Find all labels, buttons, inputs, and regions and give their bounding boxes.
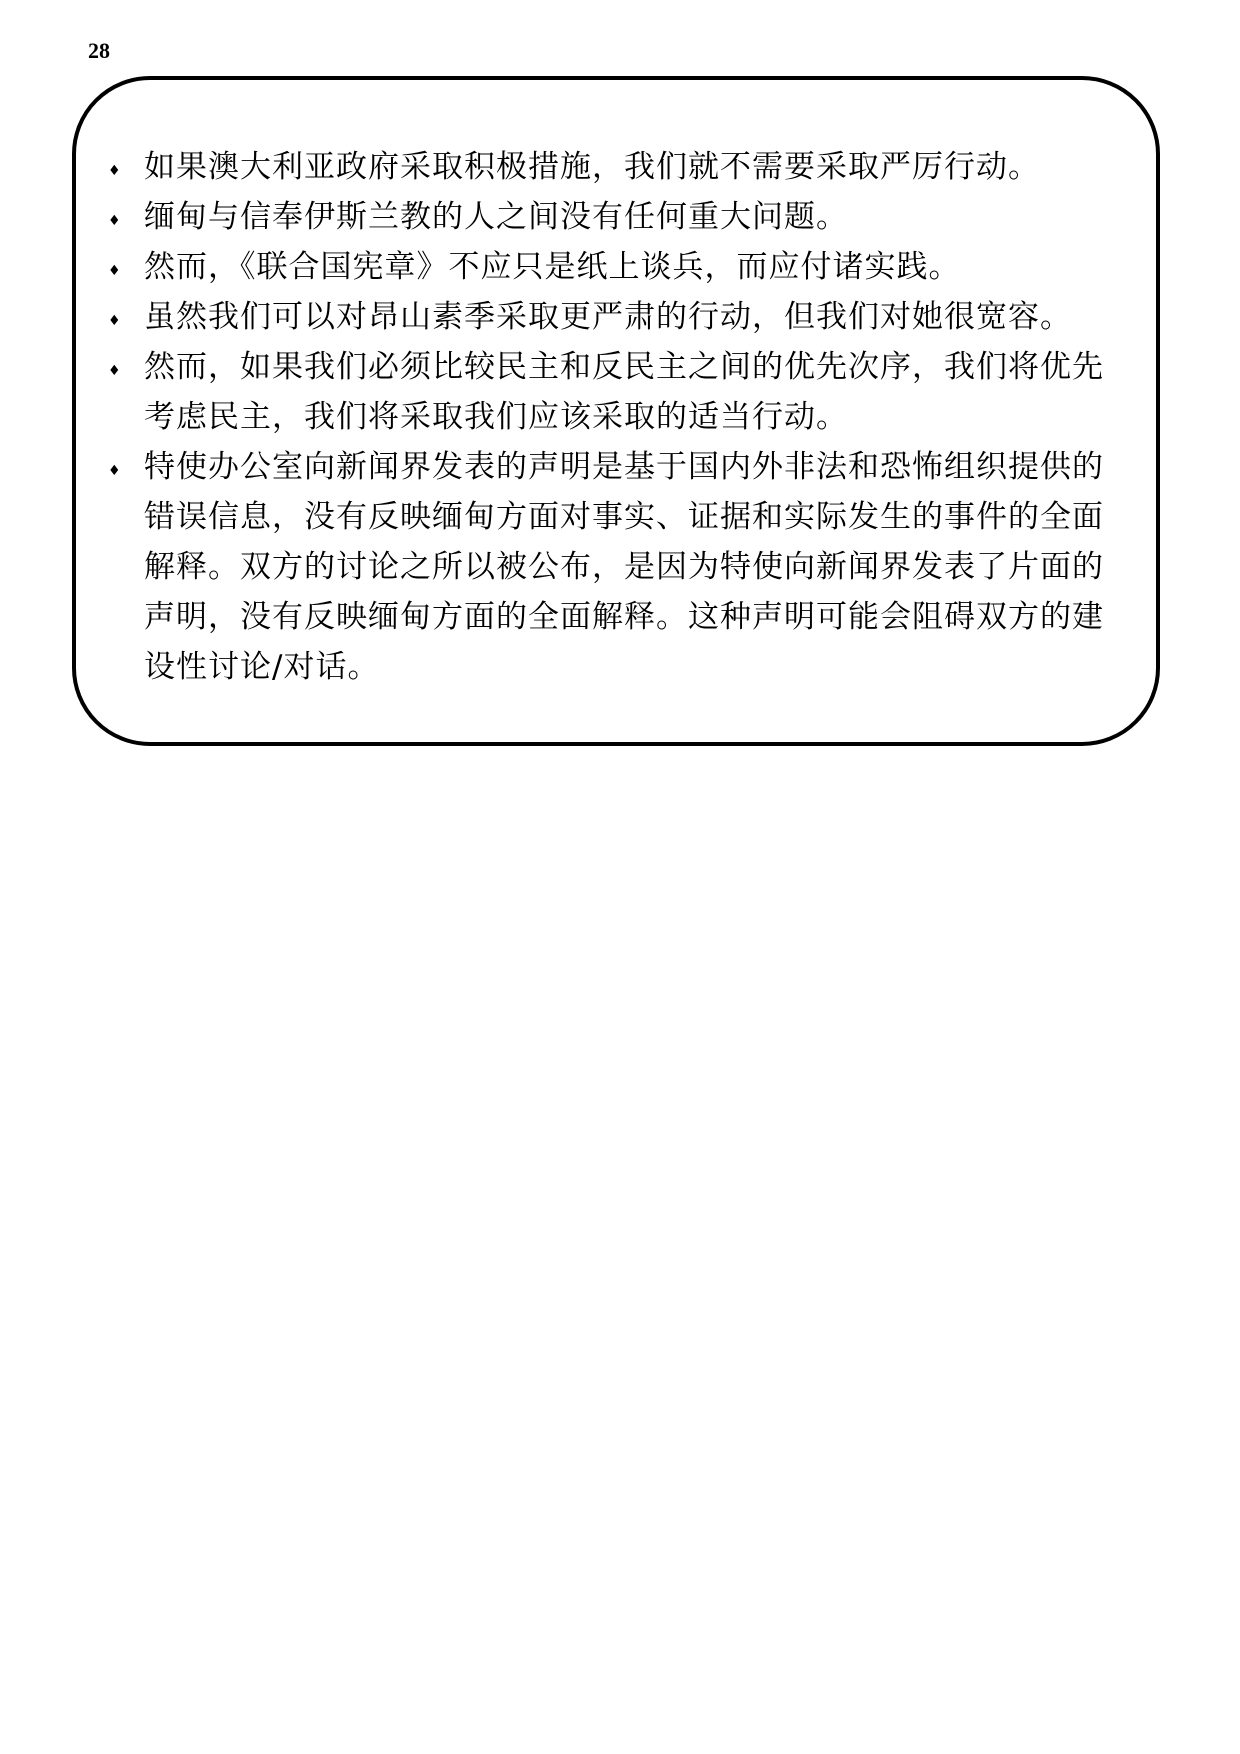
diamond-bullet-icon: ♦ [108, 463, 122, 479]
diamond-bullet-icon: ♦ [108, 363, 122, 379]
list-item-text: 如果澳大利亚政府采取积极措施，我们就不需要采取严厉行动。 [144, 149, 1040, 185]
diamond-bullet-icon: ♦ [108, 213, 122, 229]
diamond-bullet-icon: ♦ [108, 313, 122, 329]
list-item [104, 242, 1134, 292]
list-item-text: 然而，如果我们必须比较民主和反民主之间的优先次序，我们将优先考虑民主，我们将采取我们应该采取的适当行动。 [144, 349, 1104, 435]
bullet-list [104, 142, 1134, 692]
list-item [104, 192, 1134, 242]
list-item-text: 然而，《联合国宪章》不应只是纸上谈兵，而应付诸实践。 [144, 249, 961, 285]
list-item-text: 缅甸与信奉伊斯兰教的人之间没有任何重大问题。 [144, 199, 848, 235]
list-item [104, 292, 1134, 342]
list-item [104, 342, 1134, 442]
diamond-bullet-icon: ♦ [108, 163, 122, 179]
list-item [104, 142, 1134, 192]
list-item-text: 特使办公室向新闻界发表的声明是基于国内外非法和恐怖组织提供的错误信息，没有反映缅甸方面对事实、证据和实际发生的事件的全面解释。双方的讨论之所以被公布，是因为特使向新闻界发表了片面的声明，没有反映缅甸方面的全面解释。这种声明可能会阻碍双方的建设性讨论/对话。 [144, 449, 1104, 685]
list-item-text: 虽然我们可以对昂山素季采取更严肃的行动，但我们对她很宽容。 [144, 299, 1072, 335]
list-item [104, 442, 1134, 692]
diamond-bullet-icon: ♦ [108, 263, 122, 279]
page-number: 28 [88, 38, 110, 63]
